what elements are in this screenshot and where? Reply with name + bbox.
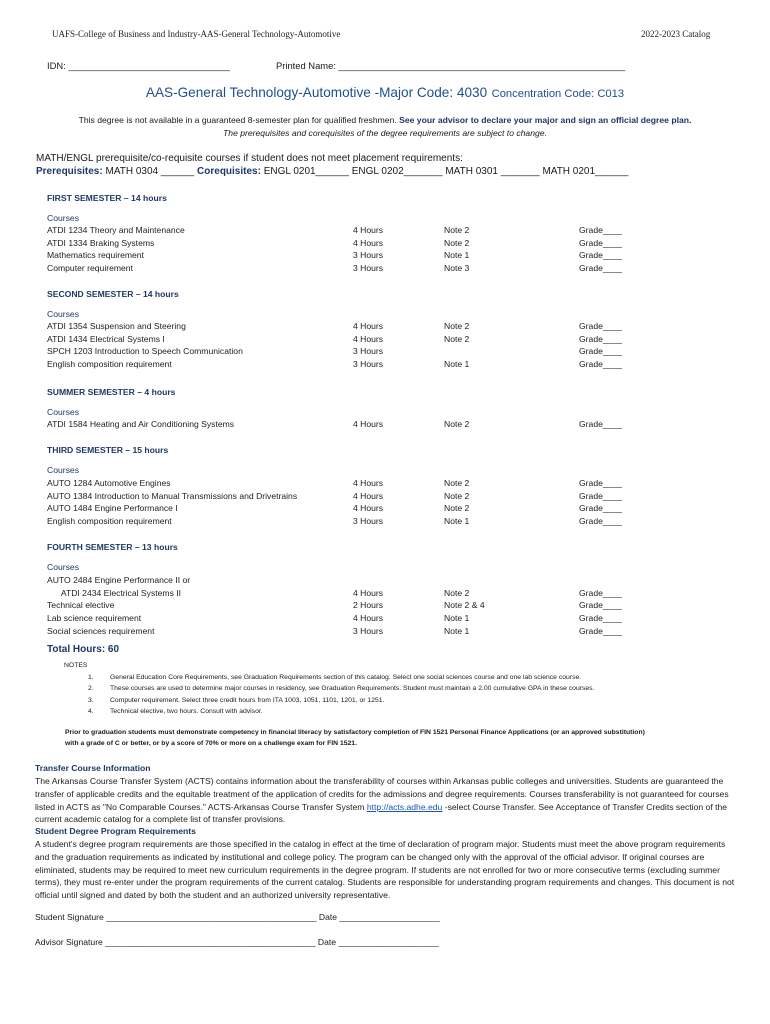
semester-heading: THIRD SEMESTER – 15 hours [47,445,169,455]
course-hours: 4 Hours [353,490,384,501]
grade-field[interactable]: Grade____ [579,333,623,344]
note-number: 1. [88,674,94,681]
course-row [47,359,687,372]
courses-label: Courses [47,213,79,223]
course-note: Note 2 [444,225,470,235]
financial-literacy-line-1: Prior to graduation students must demonstrate competency in financial literacy by satisfactory completion of FIN 1521 Personal Finance Applications (or an approved substitution) [65,729,645,736]
course-hours: 3 Hours [353,359,384,370]
program-heading: Student Degree Program Requirements [35,826,196,836]
intro-text: This degree is not available in a guaranteed 8-semester plan for qualified freshmen. [78,115,397,125]
transfer-heading: Transfer Course Information [35,763,151,773]
program-paragraph: A student's degree program requirements are those specified in the catalog in effect at the time of declaration of program major. Students must meet the above program requirements and the graduation requirements as indicated by institutional and college policy. The program can be changed only with the approval of the official advisor. If original courses are eliminated, students may be required to meet new curriculum requirements in the degree program. If students are not enrolled for two or more consecutive terms (excluding summer terms), they must re-enter under the program requirements of the current catalog. Students are responsible for understanding program requirements and changes. This document is not official until signed and dated by both the student and an authorized university representative. [35,839,735,901]
course-row [47,225,687,238]
course-hours: 3 Hours [353,346,384,357]
prereq-value: MATH 0304 ______ [105,166,195,177]
course-name: AUTO 2484 Engine Performance II or [47,575,191,585]
student-signature-field[interactable]: Student Signature ____________________________________________ Date _____________________ [35,912,440,922]
course-row [47,250,687,263]
grade-field[interactable]: Grade____ [579,225,623,235]
grade-field[interactable]: Grade____ [579,346,623,357]
course-row [47,516,687,529]
title-main: AAS-General Technology-Automotive -Major Code: 4030 [145,85,488,100]
math-requirements-line: MATH/ENGL prerequisite/co-requisite courses if student does not meet placement requirements: [36,153,463,164]
grade-field[interactable]: Grade____ [579,490,623,501]
course-name: AUTO 1484 Engine Performance I [47,503,178,514]
note-text: Computer requirement. Select three credit hours from ITA 1003, 1051, 1101, 1201, or 1251. [110,696,385,704]
note-number: 4. [88,707,94,715]
course-name: AUTO 1384 Introduction to Manual Transmissions and Drivetrains [47,490,298,501]
courses-label: Courses [47,562,79,572]
course-row [47,263,687,276]
grade-field[interactable]: Grade____ [579,237,623,248]
prereq-label: Prerequisites: [36,166,103,177]
course-note: Note 2 [444,587,470,598]
course-row [47,321,687,334]
grade-field[interactable]: Grade____ [579,503,623,514]
course-note: Note 2 & 4 [444,600,485,611]
course-name: ATDI 1434 Electrical Systems I [47,333,165,344]
course-hours: 4 Hours [353,321,384,331]
course-hours: 4 Hours [353,237,384,248]
course-row [47,613,687,626]
course-name: ATDI 1354 Suspension and Steering [47,321,186,331]
course-row [47,600,687,613]
semester-heading: FOURTH SEMESTER – 13 hours [47,542,178,552]
grade-field[interactable]: Grade____ [579,600,623,611]
course-name: Mathematics requirement [47,250,144,261]
transfer-text: The Arkansas Course Transfer System (ACTS) contains information about the transferability of courses within Arkansas public colleges and universities. Students are guaranteed the transfer of applicable credits and the equitable treatment of the application of credits for the admissions and degree requirements. Courses transferability is not guaranteed for courses listed in ACTS as "No Comparable Courses." ACTS-Arkansas Course Transfer System [35,776,729,812]
course-note: Note 3 [444,263,470,274]
course-row [47,588,687,601]
course-row [47,575,687,588]
grade-field[interactable]: Grade____ [579,250,623,261]
course-row [47,419,687,432]
note-text: These courses are used to determine major courses in residency, see Graduation Requirements. Student must maintain a 2.00 cumulative GPA in these courses. [110,685,595,693]
transfer-text-after: -select Course Transfer. See Acceptance of Transfer Credits section of the current academic catalog for a complete list of transfer provisions. [35,801,728,825]
course-note: Note 2 [444,333,470,344]
course-name: ATDI 1584 Heating and Air Conditioning Systems [47,419,235,429]
course-note: Note 2 [444,490,470,501]
grade-field[interactable]: Grade____ [579,263,623,274]
course-hours: 3 Hours [353,625,384,636]
page-title [0,84,770,102]
course-name: ATDI 1334 Braking Systems [47,237,155,248]
grade-field[interactable]: Grade____ [579,613,623,624]
course-note: Note 2 [444,478,470,488]
course-name: ATDI 2434 Electrical Systems II [47,587,182,598]
course-row [47,346,687,359]
course-name: SPCH 1203 Introduction to Speech Communication [47,346,243,357]
course-note: Note 1 [444,516,470,527]
course-row [47,491,687,504]
course-hours: 3 Hours [353,250,384,261]
course-hours: 4 Hours [353,613,384,624]
grade-field[interactable]: Grade____ [579,419,623,429]
course-name: Lab science requirement [47,613,142,624]
course-note: Note 2 [444,503,470,514]
course-name: Technical elective [47,600,115,611]
note-text: General Education Core Requirements, see Graduation Requirements section of this catalog. Select one social sciences course and one lab science course. [110,674,582,681]
grade-field[interactable]: Grade____ [579,478,623,488]
title-concentration: Concentration Code: C013 [491,88,625,100]
grade-field[interactable]: Grade____ [579,516,623,527]
semester-heading: FIRST SEMESTER – 14 hours [47,193,167,203]
course-hours: 4 Hours [353,478,384,488]
course-hours: 4 Hours [353,503,384,514]
printed-name-field[interactable]: Printed Name: _______________________________________________________ [276,60,626,71]
course-note: Note 2 [444,321,470,331]
grade-field[interactable]: Grade____ [579,587,623,598]
notes-label: NOTES [64,662,88,669]
total-hours: Total Hours: 60 [47,644,120,655]
prereq-line [36,166,628,177]
course-hours: 4 Hours [353,419,384,429]
course-row [47,503,687,516]
course-note: Note 1 [444,613,470,624]
courses-label: Courses [47,407,79,417]
course-hours: 4 Hours [353,225,384,235]
course-row [47,238,687,251]
course-note: Note 2 [444,419,470,429]
course-row [47,478,687,491]
course-name: Social sciences requirement [47,625,155,636]
coreq-value: ENGL 0201______ ENGL 0202_______ MATH 0301 _______ MATH 0201______ [263,166,629,177]
intro-advisor-text: See your advisor to declare your major and sign an official degree plan. [399,115,692,125]
grade-field[interactable]: Grade____ [579,625,623,636]
course-hours: 3 Hours [353,516,384,527]
financial-literacy-line-2: with a grade of C or better, or by a score of 70% or more on a challenge exam for FIN 1521. [65,740,357,747]
course-note: Note 1 [444,625,470,636]
course-note: Note 1 [444,359,470,370]
course-row [47,626,687,639]
intro-italic: The prerequisites and corequisites of the degree requirements are subject to change. [223,128,547,138]
course-name: Computer requirement [47,263,133,274]
course-name: ATDI 1234 Theory and Maintenance [47,225,185,235]
course-note: Note 1 [444,250,470,261]
note-number: 3. [88,696,94,704]
catalog-header-left: UAFS-College of Business and Industry-AAS-General Technology-Automotive [52,29,341,39]
course-hours: 4 Hours [353,587,384,598]
catalog-header-right: 2022-2023 Catalog [641,29,711,39]
course-name: English composition requirement [47,359,172,370]
grade-field[interactable]: Grade____ [579,321,623,331]
acts-link[interactable]: http://acts.adhe.edu [366,801,443,812]
intro-line [0,115,770,125]
courses-label: Courses [47,309,79,319]
coreq-label: Corequisites: [197,166,261,177]
idn-field[interactable]: IDN: _______________________________ [47,60,230,71]
course-name: English composition requirement [47,516,172,527]
semester-heading: SUMMER SEMESTER – 4 hours [47,387,176,397]
note-number: 2. [88,685,94,693]
course-hours: 3 Hours [353,263,384,274]
course-hours: 4 Hours [353,333,384,344]
advisor-signature-field[interactable]: Advisor Signature ____________________________________________ Date _____________________ [35,937,439,947]
semester-heading: SECOND SEMESTER – 14 hours [47,289,179,299]
courses-label: Courses [47,465,79,475]
transfer-paragraph [35,775,735,826]
note-text: Technical elective, two hours. Consult with advisor. [110,707,263,715]
grade-field[interactable]: Grade____ [579,359,623,370]
course-note: Note 2 [444,237,470,248]
course-hours: 2 Hours [353,600,384,611]
course-row [47,334,687,347]
course-name: AUTO 1284 Automotive Engines [47,478,171,488]
